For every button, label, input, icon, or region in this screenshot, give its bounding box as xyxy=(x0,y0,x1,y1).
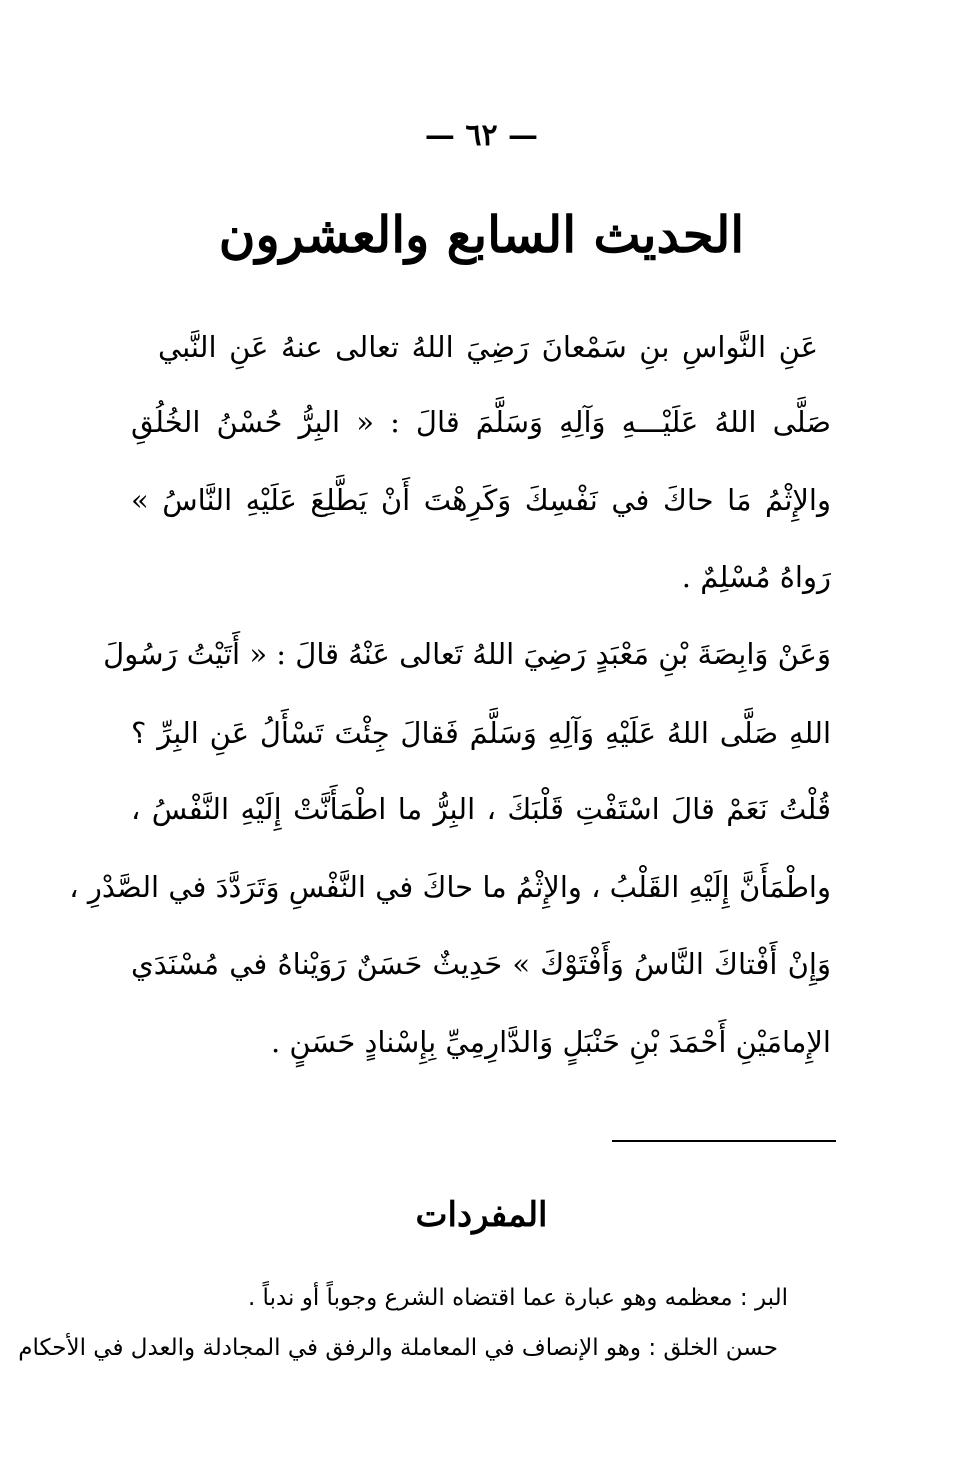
hadith-line: الإِمامَيْنِ أَحْمَدَ بْنِ حَنْبَلٍ وَالدَّارِمِيِّ بِإِسْنادٍ حَسَنٍ . xyxy=(270,1025,831,1059)
hadith-line: قُلْتُ نَعَمْ قالَ اسْتَفْتِ قَلْبَكَ ، البِرُّ ما اطْمَأَنَّتْ إِلَيْهِ النَّفْسُ ، xyxy=(131,792,831,826)
hadith-line: وَعَنْ وَابِصَةَ بْنِ مَعْبَدٍ رَضِيَ اللهُ تَعالى عَنْهُ قالَ : « أَتَيْتُ رَسُولَ xyxy=(103,637,831,671)
vocabulary-entry: البر : معظمه وهو عبارة عما اقتضاه الشرع وجوباً أو ندباً . xyxy=(247,1285,788,1311)
vocabulary-heading: المفردات xyxy=(415,1195,548,1235)
vocabulary-entry: حسن الخلق : وهو الإنصاف في المعاملة والرفق في المجادلة والعدل في الأحكام xyxy=(18,1335,778,1361)
page-number: — ٦٢ — xyxy=(424,118,539,153)
hadith-line: وَإِنْ أَفْتاكَ النَّاسُ وَأَفْتَوْكَ » حَدِيثٌ حَسَنٌ رَوَيْناهُ في مُسْنَدَي xyxy=(131,947,831,981)
hadith-line: والإِثْمُ مَا حاكَ في نَفْسِكَ وَكَرِهْتَ أَنْ يَطَّلِعَ عَلَيْهِ النَّاسُ » xyxy=(131,483,831,517)
hadith-line: صَلَّى اللهُ عَلَيْـــهِ وَآلِهِ وَسَلَّمَ قالَ : « البِرُّ حُسْنُ الخُلُقِ xyxy=(131,405,831,439)
section-divider xyxy=(612,1140,836,1142)
hadith-line: اللهِ صَلَّى اللهُ عَلَيْهِ وَآلِهِ وَسَلَّمَ فَقالَ جِئْتَ تَسْأَلُ عَنِ البِرِّ ؟ xyxy=(131,716,831,750)
hadith-line: واطْمَأَنَّ إِلَيْهِ القَلْبُ ، والإِثْمُ ما حاكَ في النَّفْسِ وَتَرَدَّدَ في الصَّدْرِ ، xyxy=(69,870,831,904)
hadith-line: عَنِ النَّواسِ بنِ سَمْعانَ رَضِيَ اللهُ تعالى عنهُ عَنِ النَّبي xyxy=(158,330,818,364)
hadith-line: رَواهُ مُسْلِمٌ . xyxy=(681,560,831,594)
hadith-title: الحديث السابع والعشرون xyxy=(218,205,745,264)
